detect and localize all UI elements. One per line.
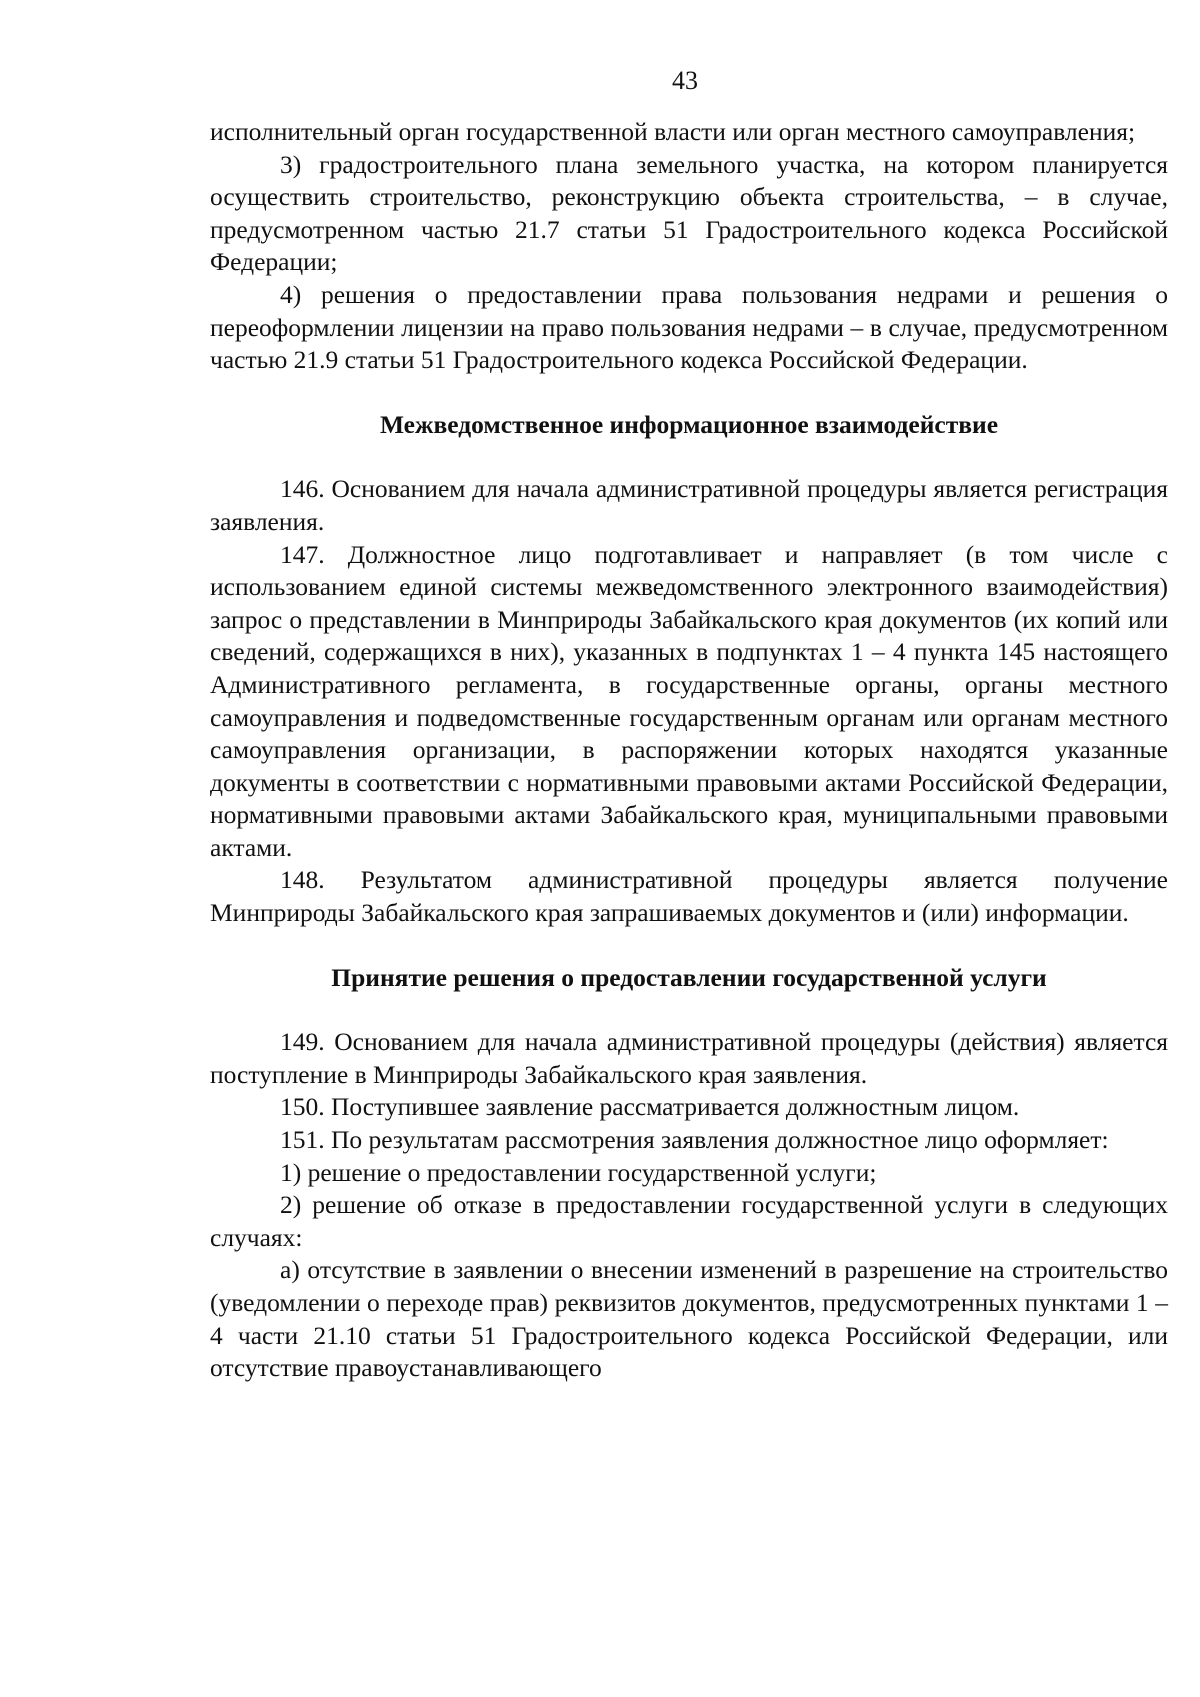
section-heading-decision: Принятие решения о предоставлении государственной услуги [331,962,1047,992]
clause-151-item-2a: а) отсутствие в заявлении о внесении изменений в разрешение на строительство (уведомлении о переходе прав) реквизитов документов, предусмотренных пунктами 1 – 4 части 21.10 статьи 51 Градостроительного кодекса Российской Федерации, или отсутствие правоустанавливающего [210,1255,1168,1383]
clause-148: 148. Результатом административной процедуры является получение Минприроды Забайкальского края запрашиваемых документов и (или) информации. [210,865,1168,928]
section-spacer [210,930,1168,962]
list-item-3: 3) градостроительного плана земельного участка, на котором планируется осуществить строительство, реконструкцию объекта строительства, – в случае, предусмотренном частью 21.7 статьи 51 Градостроительного кодекса Российской Федерации; [210,149,1168,277]
section-spacer [210,377,1168,409]
document-body [210,116,1168,1385]
clause-150: 150. Поступившее заявление рассматривается должностным лицом. [280,1092,1020,1122]
section-heading-interagency: Межведомственное информационное взаимодействие [379,409,999,439]
section-spacer [210,994,1168,1026]
page-number: 43 [672,66,698,95]
clause-149: 149. Основанием для начала административной процедуры (действия) является поступление в Минприроды Забайкальского края заявления. [210,1027,1168,1089]
clause-147: 147. Должностное лицо подготавливает и направляет (в том числе с использованием единой системы межведомственного электронного взаимодействия) запрос о представлении в Минприроды Забайкальского края документов (их копий или сведений, содержащихся в них), указанных в подпунктах 1 – 4 пункта 145 настоящего Административного регламента, в государственные органы, органы местного самоуправления и подведомственные государственным органам или органам местного самоуправления организации, в распоряжении которых находятся указанные документы в соответствии с нормативными правовыми актами Российской Федерации, нормативными правовыми актами Забайкальского края, муниципальными правовыми актами. [210,539,1168,862]
paragraph-continuation: исполнительный орган государственной власти или орган местного самоуправления; [210,117,1136,146]
list-item-4: 4) решения о предоставлении права пользования недрами и решения о переоформлении лицензии на право пользования недрами – в случае, предусмотренном частью 21.9 статьи 51 Градостроительного кодекса Российской Федерации. [210,279,1168,375]
clause-151-item-1: 1) решение о предоставлении государственной услуги; [280,1157,877,1187]
clause-151: 151. По результатам рассмотрения заявления должностное лицо оформляет: [280,1125,1109,1155]
section-spacer [210,441,1168,473]
clause-151-item-2: 2) решение об отказе в предоставлении государственной услуги в следующих случаях: [210,1190,1168,1252]
clause-146: 146. Основанием для начала административной процедуры является регистрация заявления. [210,474,1168,536]
